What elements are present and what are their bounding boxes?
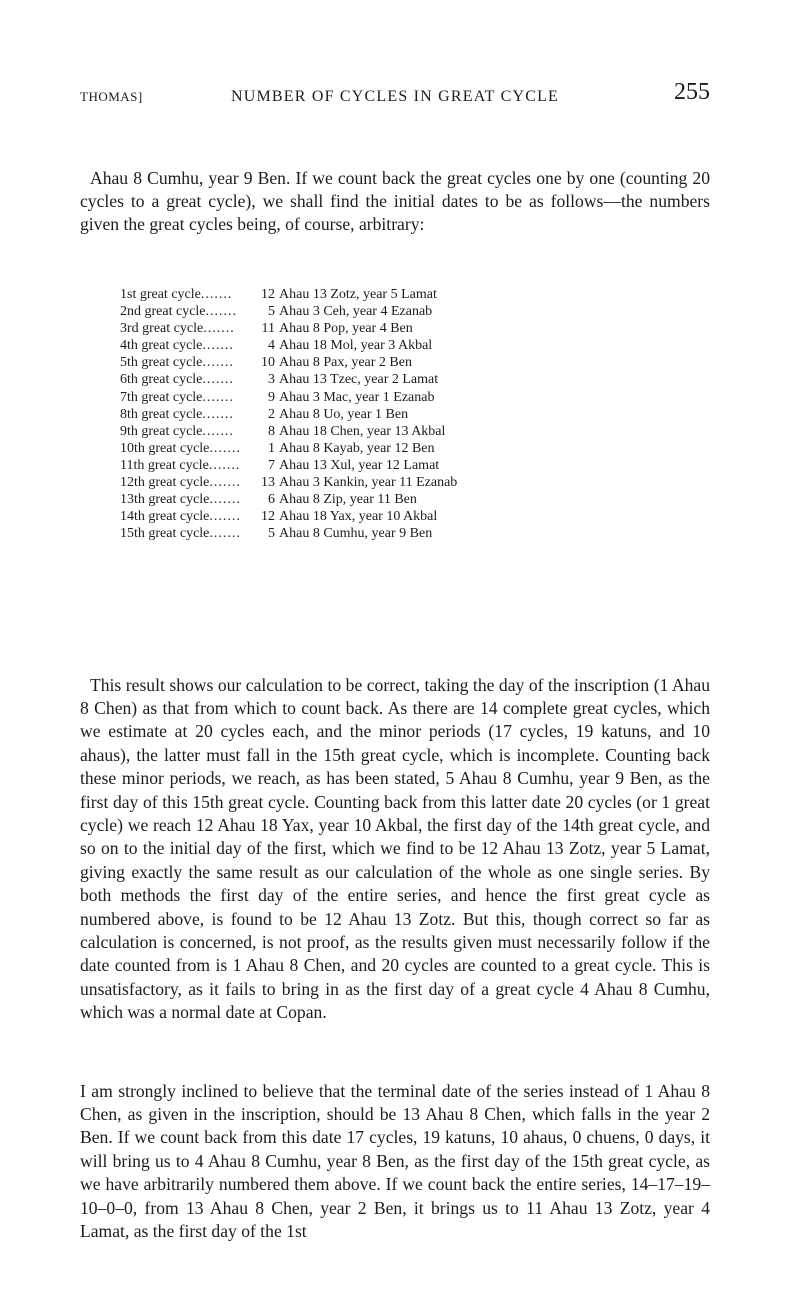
cycle-label <box>120 474 241 491</box>
table-row <box>80 303 710 320</box>
cycle-label-text: 9th great cycle <box>120 423 203 439</box>
cycle-number: 2 <box>268 406 275 422</box>
cycle-label-text: 2nd great cycle <box>120 304 206 320</box>
cycle-date: Ahau 18 Yax, year 10 Akbal <box>279 509 438 525</box>
cycle-date: Ahau 18 Mol, year 3 Akbal <box>279 338 433 354</box>
table-row <box>80 354 710 371</box>
cycle-date: Ahau 3 Ceh, year 4 Ezanab <box>279 304 433 320</box>
cycle-label <box>120 286 232 303</box>
leader-dots: ....... <box>209 440 241 456</box>
cycle-number: 8 <box>268 423 275 439</box>
cycle-label-text: 8th great cycle <box>120 406 203 422</box>
leader-dots: ....... <box>202 338 234 354</box>
table-row <box>80 525 710 542</box>
cycle-label-text: 14th great cycle <box>120 509 210 525</box>
cycle-date: Ahau 8 Uo, year 1 Ben <box>279 406 409 422</box>
cycle-label <box>120 320 235 337</box>
intro-paragraph: Ahau 8 Cumhu, year 9 Ben. If we count back the great cycles one by one (counting 20 cycles to a great cycle), we shall find the initial dates to be as follows—the numbers given the great cycles being, of course, arbitrary: <box>80 167 710 235</box>
table-row <box>80 406 710 423</box>
cycle-label <box>120 354 234 371</box>
cycle-label <box>120 337 234 354</box>
cycle-date: Ahau 13 Zotz, year 5 Lamat <box>279 287 437 302</box>
cycle-label-text: 4th great cycle <box>120 338 203 354</box>
cycle-date: Ahau 8 Pop, year 4 Ben <box>279 321 413 337</box>
cycle-number: 5 <box>268 526 275 542</box>
cycle-date: Ahau 3 Mac, year 1 Ezanab <box>279 389 435 405</box>
cycle-date: Ahau 3 Kankin, year 11 Ezanab <box>279 475 458 491</box>
cycle-label <box>120 525 241 542</box>
leader-dots: ....... <box>203 321 235 337</box>
cycle-number: 11 <box>261 321 275 337</box>
chapter-title: NUMBER OF CYCLES IN GREAT CYCLE <box>230 88 560 105</box>
leader-dots: ....... <box>202 355 234 371</box>
cycle-number: 7 <box>268 457 275 473</box>
cycle-number: 6 <box>268 492 275 508</box>
cycle-date: Ahau 13 Xul, year 12 Lamat <box>279 457 440 473</box>
cycle-label-text: 6th great cycle <box>120 372 203 388</box>
table-row <box>80 440 710 457</box>
table-row <box>80 423 710 440</box>
cycle-label <box>120 440 241 457</box>
cycle-number: 13 <box>261 475 275 491</box>
cycle-number: 12 <box>261 287 275 302</box>
page-number: 255 <box>674 79 710 105</box>
leader-dots: ....... <box>209 475 241 491</box>
table-row <box>80 371 710 388</box>
leader-dots: ....... <box>202 423 234 439</box>
cycle-number: 9 <box>268 389 275 405</box>
cycle-date: Ahau 8 Zip, year 11 Ben <box>279 492 417 508</box>
cycle-label <box>120 491 241 508</box>
table-row <box>80 286 710 303</box>
table-row <box>80 474 710 491</box>
cycle-label <box>120 406 234 423</box>
leader-dots: ....... <box>202 389 234 405</box>
cycle-label-text: 10th great cycle <box>120 440 210 456</box>
table-row <box>80 491 710 508</box>
cycle-label-text: 13th great cycle <box>120 492 210 508</box>
leader-dots: ....... <box>202 406 234 422</box>
leader-dots: ....... <box>205 304 238 320</box>
running-head <box>80 77 710 107</box>
cycle-label-text: 15th great cycle <box>120 526 210 542</box>
result-paragraph: This result shows our calculation to be correct, taking the day of the inscription (1 Ahau 8 Chen) as that from which to count back. As there are 14 complete great cycles, which we estimate at 20 cycles each, and the minor periods (17 cycles, 19 katuns, and 10 ahaus), the latter must fall in the 15th great cycle, which is incomplete. Counting back these minor periods, we reach, as has been stated, 5 Ahau 8 Cumhu, year 9 Ben, as the first day of this 15th great cycle. Counting back from this latter date 20 cycles (or 1 great cycle) we reach 12 Ahau 18 Yax, year 10 Akbal, the first day of the 14th great cycle, and so on to the initial day of the first, which we find to be 12 Ahau 13 Zotz, year 5 Lamat, giving exactly the same result as our calculation of the whole as one single series. By both methods the first day of the entire series, and hence the first great cycle as numbered above, is found to be 12 Ahau 13 Zotz. But this, though correct so far as calculation is concerned, is not proof, as the results given must necessarily follow if the date counted from is 1 Ahau 8 Chen, and 20 cycles are counted to a great cycle. This is unsatisfactory, as it fails to bring in as the first day of a great cycle 4 Ahau 8 Cumhu, which was a normal date at Copan. <box>80 674 710 1023</box>
cycle-number: 3 <box>268 372 275 388</box>
cycle-label <box>120 508 241 525</box>
cycle-number: 10 <box>261 355 275 371</box>
cycle-number: 12 <box>261 509 275 525</box>
table-row <box>80 389 710 406</box>
leader-dots: ....... <box>209 509 241 525</box>
table-row <box>80 320 710 337</box>
cycle-label-text: 5th great cycle <box>120 355 203 371</box>
leader-dots: ....... <box>208 457 241 473</box>
cycle-label-text: 11th great cycle <box>120 457 209 473</box>
cycle-label-text: 3rd great cycle <box>120 321 204 337</box>
cycle-date: Ahau 8 Kayab, year 12 Ben <box>279 440 435 456</box>
leader-dots: ....... <box>209 492 241 508</box>
table-row <box>80 457 710 474</box>
table-row <box>80 508 710 525</box>
leader-dots: ....... <box>209 526 241 542</box>
leader-dots: ....... <box>202 372 234 388</box>
cycle-label-text: 7th great cycle <box>120 389 203 405</box>
cycle-date: Ahau 8 Pax, year 2 Ben <box>279 355 412 371</box>
cycle-label <box>120 371 234 388</box>
cycle-number: 1 <box>268 440 275 456</box>
cycle-number: 4 <box>268 338 275 354</box>
great-cycle-table <box>80 286 710 542</box>
belief-paragraph: I am strongly inclined to believe that the terminal date of the series instead of 1 Ahau 8 Chen, as given in the inscription, should be 13 Ahau 8 Chen, which falls in the year 2 Ben. If we count back from this date 17 cycles, 19 katuns, 10 ahaus, 0 chuens, 0 days, it will bring us to 4 Ahau 8 Cumhu, year 8 Ben, as the first day of the 15th great cycle, as we have arbitrarily numbered them above. If we count back the entire series, 14–17–19–10–0–0, from 13 Ahau 8 Chen, year 2 Ben, it brings us to 11 Ahau 13 Zotz, year 4 Lamat, as the first day of the 1st <box>80 1080 710 1242</box>
cycle-date: Ahau 8 Cumhu, year 9 Ben <box>279 526 433 542</box>
cycle-number: 5 <box>268 304 275 320</box>
cycle-label <box>120 423 234 440</box>
cycle-label <box>120 303 237 320</box>
leader-dots: ....... <box>200 287 233 302</box>
cycle-label-text: 1st great cycle <box>120 287 201 302</box>
table-row <box>80 337 710 354</box>
author-label: THOMAS] <box>80 89 143 104</box>
cycle-label <box>120 457 240 474</box>
cycle-label-text: 12th great cycle <box>120 475 210 491</box>
cycle-label <box>120 389 234 406</box>
cycle-date: Ahau 13 Tzec, year 2 Lamat <box>279 372 439 388</box>
cycle-date: Ahau 18 Chen, year 13 Akbal <box>279 423 446 439</box>
